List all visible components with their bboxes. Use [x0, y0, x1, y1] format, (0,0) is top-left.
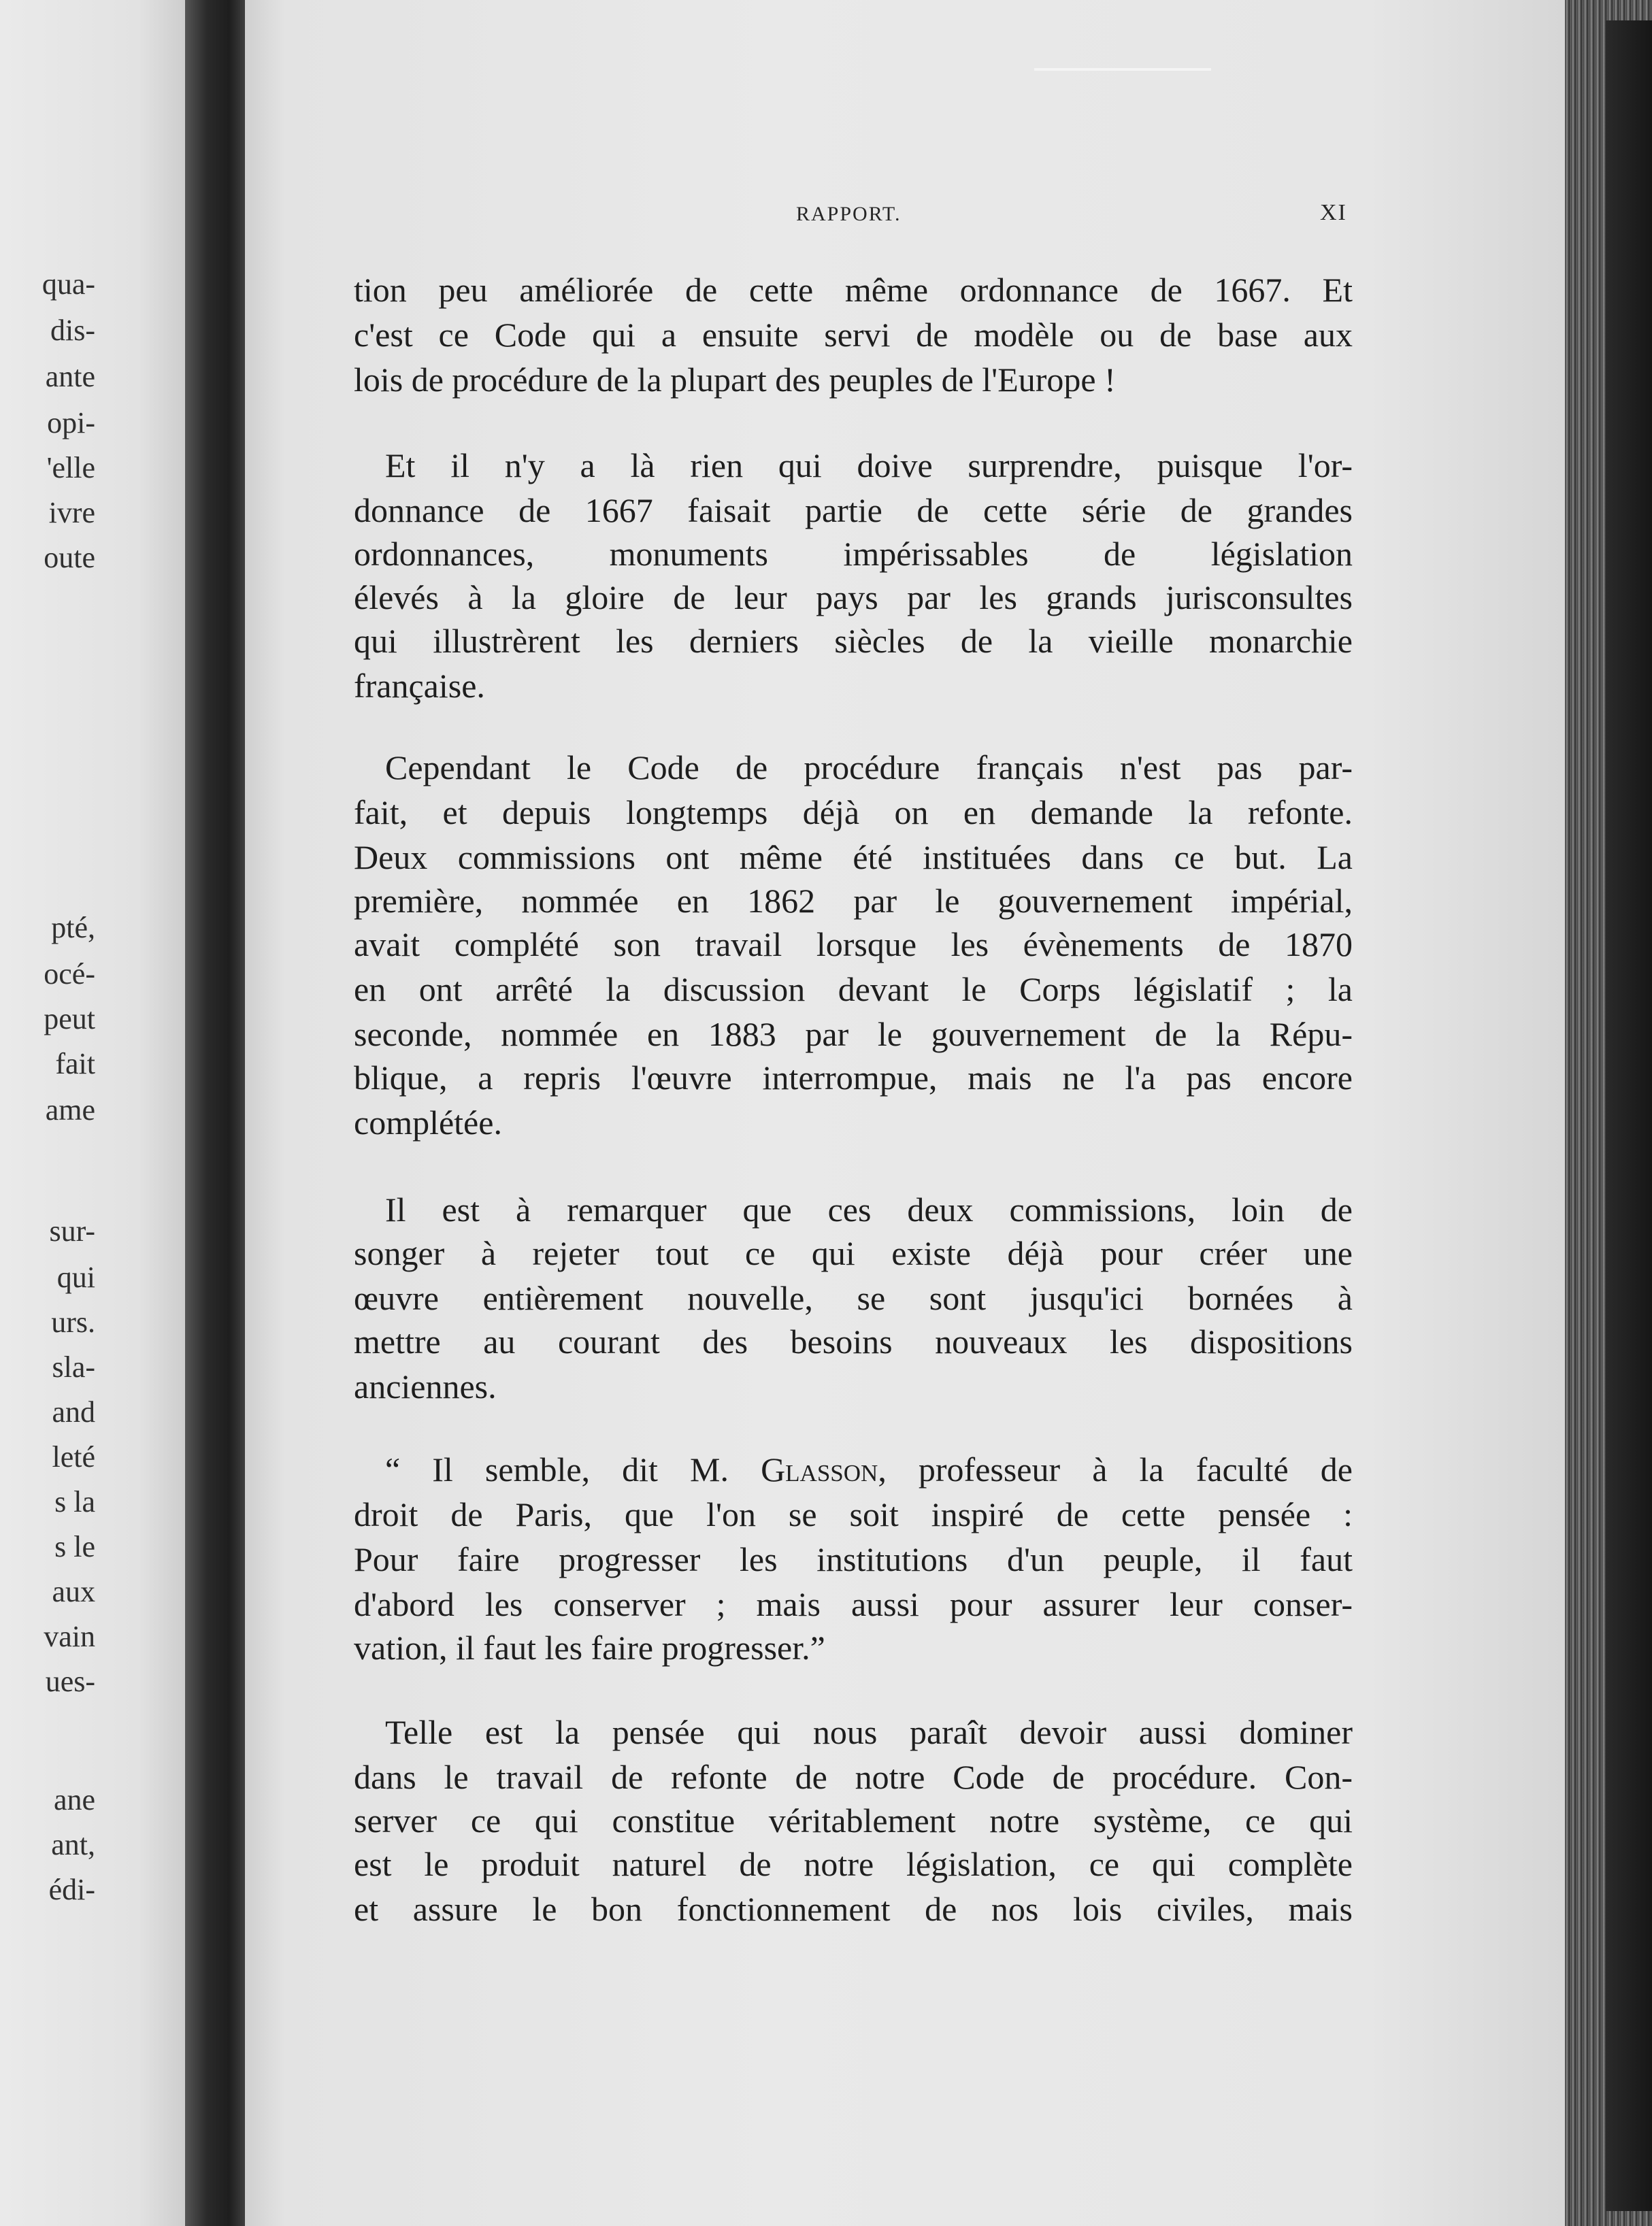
left-fragment: sla-	[52, 1350, 95, 1384]
left-fragment: sur-	[49, 1214, 95, 1248]
left-fragment: ues-	[45, 1665, 95, 1698]
left-fragment: fait	[55, 1047, 95, 1080]
left-fragment: oute	[44, 541, 95, 574]
text-line: mettre au courant des besoins nouveaux les dispositions	[354, 1323, 1353, 1361]
text-line: tion peu améliorée de cette même ordonnance de 1667. Et	[354, 271, 1353, 309]
text-line: droit de Paris, que l'on se soit inspiré de cette pensée :	[354, 1495, 1353, 1533]
text-line: qui illustrèrent les derniers siècles de la vieille monarchie	[354, 622, 1353, 660]
left-fragment: ant,	[51, 1828, 95, 1861]
text-line: server ce qui constitue véritablement notre système, ce qui	[354, 1801, 1353, 1840]
text-line: dans le travail de refonte de notre Code de procédure. Con-	[354, 1758, 1353, 1796]
left-fragment: opi-	[47, 406, 95, 439]
text-line: complétée.	[354, 1103, 502, 1142]
text-line: première, nommée en 1862 par le gouvernement impérial,	[354, 882, 1353, 920]
text-line: œuvre entièrement nouvelle, se sont jusqu'ici bornées à	[354, 1279, 1353, 1317]
text-line: Telle est la pensée qui nous paraît devoir aussi dominer	[385, 1713, 1353, 1751]
left-fragment: ante	[45, 360, 95, 393]
text-line: est le produit naturel de notre législation, ce qui complète	[354, 1845, 1353, 1883]
text-line: et assure le bon fonctionnement de nos lois civiles, mais	[354, 1890, 1353, 1928]
text-line: Il est à remarquer que ces deux commissions, loin de	[385, 1191, 1353, 1229]
left-fragment: aux	[52, 1575, 95, 1608]
text-line: élevés à la gloire de leur pays par les grands jurisconsultes	[354, 578, 1353, 616]
book-gutter	[185, 0, 248, 2226]
text-line: lois de procédure de la plupart des peuples de l'Europe !	[354, 361, 1116, 399]
text-line: blique, a repris l'œuvre interrompue, mais ne l'a pas encore	[354, 1059, 1353, 1097]
text-line: vation, il faut les faire progresser.”	[354, 1629, 825, 1667]
left-fragment: s la	[54, 1485, 95, 1518]
left-fragment: qui	[56, 1261, 95, 1294]
running-head: RAPPORT.	[796, 203, 902, 225]
left-fragment: s le	[54, 1530, 95, 1563]
text-line: Et il n'y a là rien qui doive surprendre, puisque l'or-	[385, 446, 1353, 484]
text-line: Pour faire progresser les institutions d'un peuple, il faut	[354, 1540, 1353, 1578]
text-line: seconde, nommée en 1883 par le gouvernement de la Répu-	[354, 1015, 1353, 1053]
left-fragment: urs.	[51, 1306, 95, 1339]
left-fragment: océ-	[44, 957, 95, 991]
text-span: “ Il semble, dit M.	[385, 1450, 761, 1489]
text-line: anciennes.	[354, 1367, 497, 1406]
left-fragment: ame	[45, 1093, 95, 1127]
text-line: ordonnances, monuments impérissables de législation	[354, 535, 1353, 573]
text-line: c'est ce Code qui a ensuite servi de modèle ou de base aux	[354, 316, 1353, 354]
text-line: française.	[354, 667, 485, 705]
scan-mark	[1034, 68, 1211, 71]
facing-page-edge	[0, 0, 197, 2226]
text-line: Deux commissions ont même été instituées dans ce but. La	[354, 838, 1353, 876]
left-fragment: leté	[52, 1440, 95, 1474]
text-line: en ont arrêté la discussion devant le Corps législatif ; la	[354, 970, 1353, 1008]
text-span: , professeur à la faculté de	[878, 1450, 1353, 1489]
author-name: Glasson	[761, 1450, 878, 1489]
text-line: d'abord les conserver ; mais aussi pour assurer leur conser-	[354, 1585, 1353, 1623]
text-line: avait complété son travail lorsque les évènements de 1870	[354, 925, 1353, 963]
text-line: donnance de 1667 faisait partie de cette série de grandes	[354, 491, 1353, 529]
cover-edge	[1606, 20, 1652, 2211]
left-fragment: ane	[53, 1783, 95, 1816]
text-line: fait, et depuis longtemps déjà on en demande la refonte.	[354, 793, 1353, 831]
page-number: XI	[1320, 200, 1347, 225]
text-line: Cependant le Code de procédure français n'est pas par-	[385, 748, 1353, 786]
left-fragment: édi-	[48, 1873, 95, 1906]
left-fragment: and	[52, 1395, 95, 1429]
text-line: songer à rejeter tout ce qui existe déjà pour créer une	[354, 1234, 1353, 1272]
left-fragment: ivre	[48, 496, 95, 529]
left-fragment: pté,	[51, 911, 95, 944]
left-fragment: qua-	[42, 267, 95, 301]
left-fragment: peut	[44, 1002, 95, 1035]
left-fragment: dis-	[50, 314, 95, 347]
left-fragment: 'elle	[46, 451, 95, 484]
left-fragment: vain	[44, 1620, 95, 1653]
text-line	[385, 1448, 1353, 1491]
